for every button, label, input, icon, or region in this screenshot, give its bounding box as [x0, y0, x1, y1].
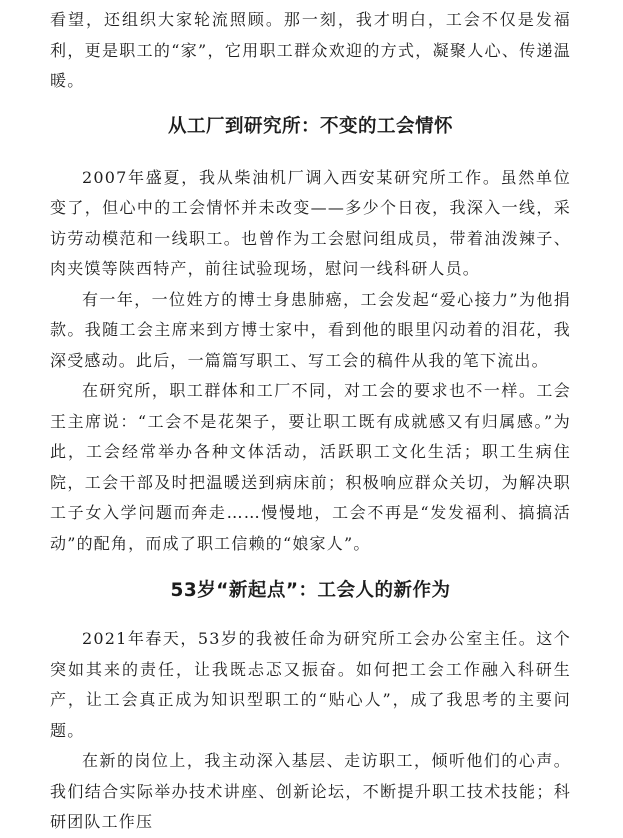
paragraph: 2021年春天，53岁的我被任命为研究所工会办公室主任。这个突如其来的责任，让我既忐忑又振奋。如何把工会工作融入科研生产，让工会真正成为知识型职工的“贴心人”，成了我思考的主要问题。 — [50, 629, 571, 740]
paragraph: 2007年盛夏，我从柴油机厂调入西安某研究所工作。虽然单位变了，但心中的工会情怀并未改变——多少个日夜，我深入一线，采访劳动模范和一线职工。也曾作为工会慰问组成员，带着油泼辣子、肉夹馍等陕西特产，前往试验现场，慰问一线科研人员。 — [50, 167, 571, 278]
section-heading-factory-to-institute: 从工厂到研究所：不变的工会情怀 — [167, 115, 453, 137]
intro-paragraph: 看望，还组织大家轮流照顾。那一刻，我才明白，工会不仅是发福利，更是职工的“家”，它用职工群众欢迎的方式，凝聚人心、传递温暖。 — [50, 10, 571, 90]
paragraph: 在新的岗位上，我主动深入基层、走访职工，倾听他们的心声。我们结合实际举办技术讲座、创新论坛，不断提升职工技术技能；科研团队工作压 — [50, 751, 571, 831]
paragraph: 有一年，一位姓方的博士身患肺癌，工会发起“爱心接力”为他捐款。我随工会主席来到方博士家中，看到他的眼里闪动着的泪花，我深受感动。此后，一篇篇写职工、写工会的稿件从我的笔下流出。 — [50, 289, 571, 370]
section-heading-new-starting-point: 53岁“新起点”：工会人的新作为 — [170, 580, 451, 601]
paragraph: 在研究所，职工群体和工厂不同，对工会的要求也不一样。工会王主席说：“工会不是花架子，要让职工既有成就感又有归属感。”为此，工会经常举办各种文体活动，活跃职工文化生活；职工生病住院，工会干部及时把温暖送到病床前；积极响应群众关切，为解决职工子女入学问题而奔走……慢慢地，工会不再是“发发福利、搞搞活动”的配角，而成了职工信赖的“娘家人”。 — [50, 381, 571, 553]
